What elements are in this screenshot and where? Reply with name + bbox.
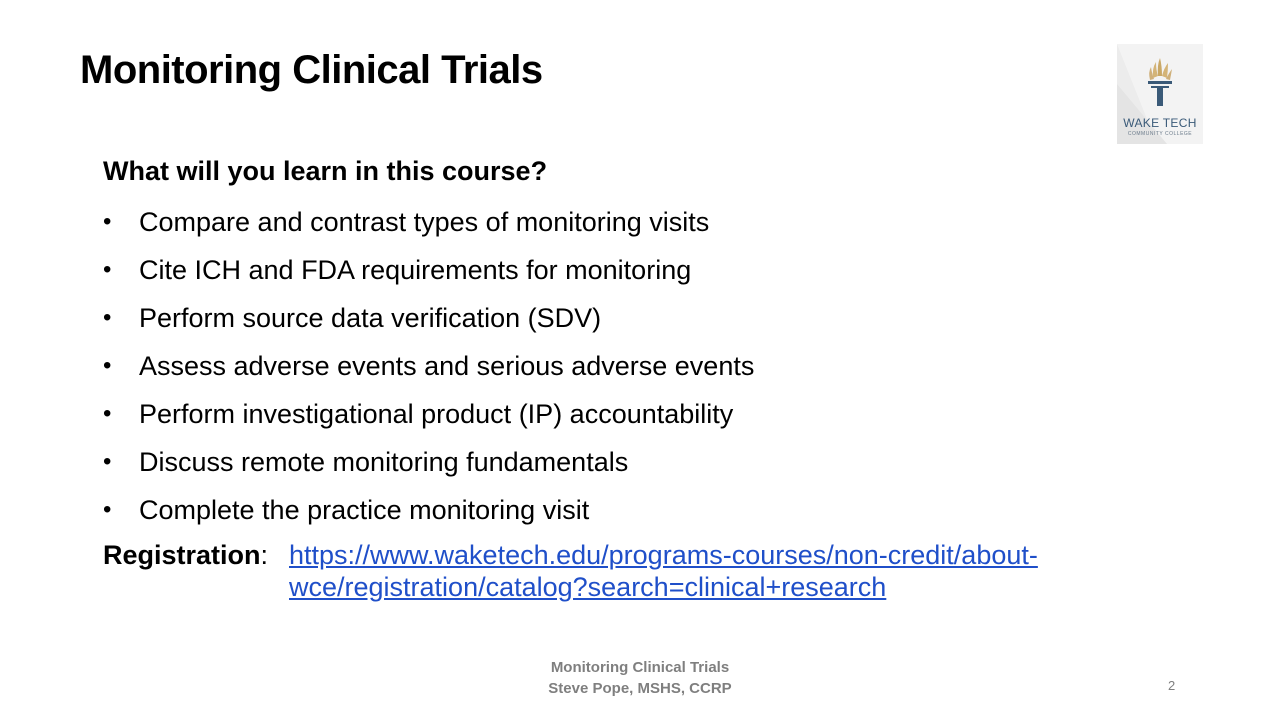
registration-link[interactable] <box>289 539 1089 603</box>
registration-link-line2[interactable]: wce/registration/catalog?search=clinical+research <box>289 572 887 602</box>
page-number: 2 <box>1168 678 1176 693</box>
registration-colon: : <box>260 540 269 570</box>
bullet-icon: • <box>103 256 112 283</box>
bullet-icon: • <box>103 448 112 475</box>
learning-objectives-list <box>103 198 754 534</box>
list-item <box>103 486 754 534</box>
bullet-text: Cite ICH and FDA requirements for monitoring <box>139 255 692 285</box>
bullet-icon: • <box>103 208 112 235</box>
bullet-text: Perform investigational product (IP) accountability <box>139 399 734 429</box>
bullet-icon: • <box>103 304 112 331</box>
footer-author: Steve Pope, MSHS, CCRP <box>548 680 732 697</box>
bullet-text: Complete the practice monitoring visit <box>139 495 590 525</box>
list-item <box>103 342 754 390</box>
wake-tech-logo <box>1117 44 1203 144</box>
registration-link-line1[interactable]: https://www.waketech.edu/programs-courses/non-credit/about- <box>289 540 1038 570</box>
bullet-text: Perform source data verification (SDV) <box>139 303 602 333</box>
registration-label-group <box>103 539 268 571</box>
bullet-text: Discuss remote monitoring fundamentals <box>139 447 629 477</box>
bullet-text: Compare and contrast types of monitoring visits <box>139 207 710 237</box>
logo-name: WAKE TECH <box>1123 116 1197 130</box>
slide-footer <box>0 657 1280 699</box>
slide-title: Monitoring Clinical Trials <box>80 48 543 92</box>
course-question: What will you learn in this course? <box>103 156 548 186</box>
list-item <box>103 294 754 342</box>
bullet-icon: • <box>103 400 112 427</box>
list-item <box>103 390 754 438</box>
list-item <box>103 198 754 246</box>
bullet-icon: • <box>103 496 112 523</box>
bullet-text: Assess adverse events and serious adverse events <box>139 351 755 381</box>
registration-label: Registration <box>103 540 261 570</box>
logo-subtitle: COMMUNITY COLLEGE <box>1127 131 1193 137</box>
bullet-icon: • <box>103 352 112 379</box>
footer-course-title: Monitoring Clinical Trials <box>550 659 730 676</box>
torch-icon <box>1144 56 1176 110</box>
list-item <box>103 438 754 486</box>
list-item <box>103 246 754 294</box>
